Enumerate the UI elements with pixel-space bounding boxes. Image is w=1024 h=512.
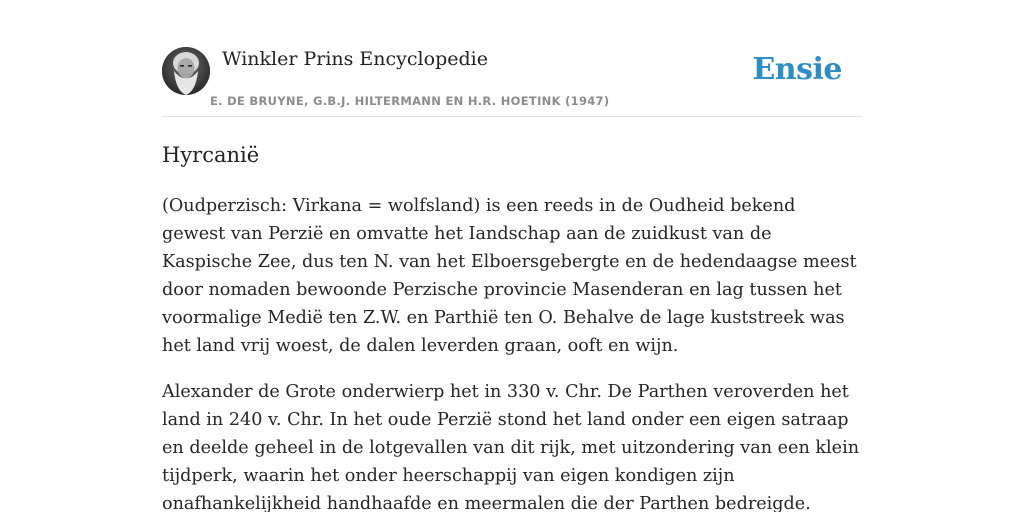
portrait-image (162, 47, 210, 95)
source-title[interactable]: Winkler Prins Encyclopedie (222, 48, 488, 70)
source-authors: E. DE BRUYNE, G.B.J. HILTERMANN EN H.R. HOETINK (1947) (210, 94, 610, 108)
ensie-logo[interactable]: Ensie (752, 52, 842, 87)
paragraph-1: (Oudperzisch: Virkana = wolfsland) is een reeds in de Oudheid bekend gewest van Perzië en omvatte het Iandschap aan de zuidkust van de Kaspische Zee, dus ten N. van het Elboersgebergte en de hedendaagse meest door nomaden bewoonde Perzische provincie Masenderan en lag tussen het voormalige Medië ten Z.W. en Parthië ten O. Behalve de lage kuststreek was het land vrij woest, de dalen leverden graan, ooft en wijn. (162, 196, 857, 356)
article-title: Hyrcanië (162, 143, 260, 167)
source-header (162, 44, 862, 117)
article-body (162, 192, 862, 512)
article (162, 136, 862, 512)
author-avatar (162, 47, 210, 95)
paragraph-2: Alexander de Grote onderwierp het in 330 v. Chr. De Parthen veroverden het land in 240 v. Chr. In het oude Perzië stond het land onder een eigen satraap en deelde geheel in de lotgevallen van dit rijk, met uitzondering van een klein tijdperk, waarin het onder heerschappij van eigen kondigen zijn onafhankelijkheid handhaafde en meermalen die der Parthen bedreigde. (162, 382, 860, 512)
